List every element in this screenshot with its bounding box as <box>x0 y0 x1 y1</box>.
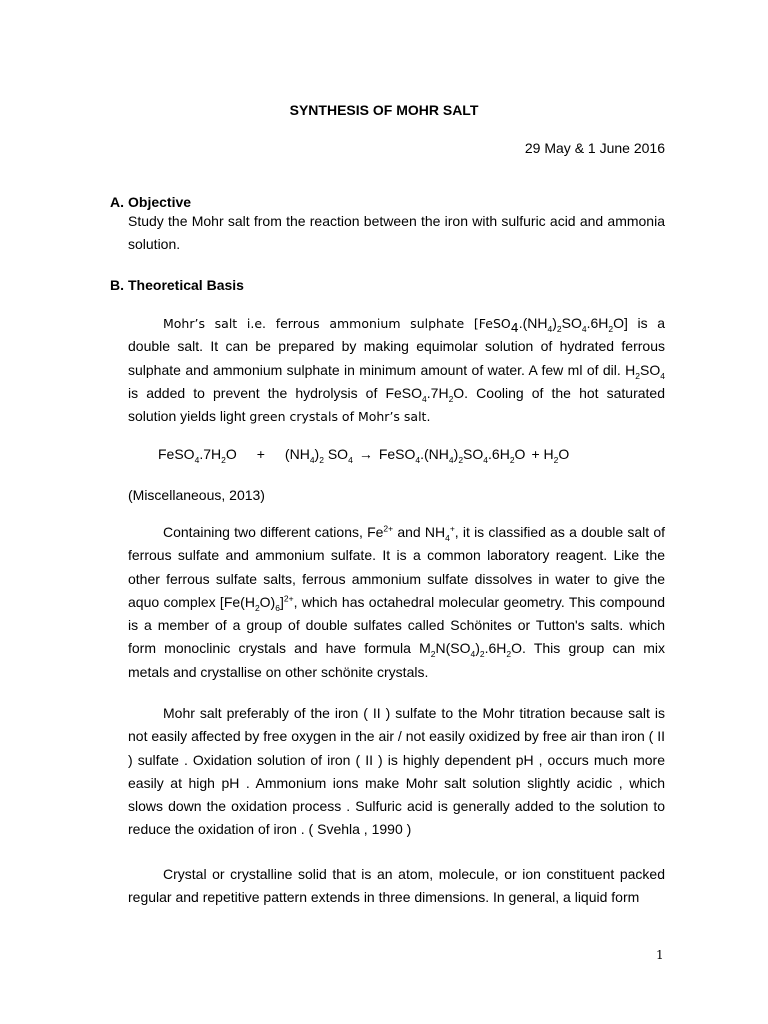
p1-part5: green crystals of Mohr’s salt. <box>249 409 431 425</box>
section-a-title: Objective <box>128 194 192 210</box>
p2-part4: , which has octahedral molecular geometry. This compound is a member of a group of double sulfates called Schönites or Tutton's salts. which form monoclinic crystals and have formula M <box>128 593 665 657</box>
p1-part3: is added to prevent the hydrolysis of FeSO <box>128 384 423 401</box>
p1-part4: O. Cooling of the hot saturated solution yields light <box>128 384 665 425</box>
theory-paragraph-1: Mohr’s salt i.e. ferrous ammonium sulphate $[FeSO_4.(NH_4)_2SO_4.6H_2O]$ is a double salt. It can be prepared by making equimolar solution of hydrated ferrous sulphate and ammonium sulphate in minimum amount of water. A few ml of dil. $H_2SO_4$ is added to prevent the hydrolysis of $FeSO_4.7H_2O$. Cooling of the hot saturated solution yields light green crystals of Mohr’s salt. <box>128 315 665 425</box>
theory-paragraph-4: Crystal or crystalline solid that is an atom, molecule, or ion constituent packed regular and repetitive pattern extends in three dimensions. In general, a liquid form <box>128 866 665 906</box>
theory-paragraph-3: Mohr salt preferably of the iron ( II ) sulfate to the Mohr titration because salt is not easily affected by free oxygen in the air / not easily oxidized by free air than iron ( II ) sulfate . Oxidation solution of iron ( II ) is highly dependent pH , occurs much more easily at high pH . Ammonium ions make Mohr salt solution slightly acidic , which slows down the oxidation process . Sulfuric acid is generally added to the solution to reduce the oxidation of iron . ( Svehla , 1990 ) <box>128 705 665 838</box>
p2-part5: O. This group can mix metals and crystallise on other schönite crystals. <box>128 640 665 680</box>
eq-plus-2: + H <box>531 446 554 462</box>
section-b-heading <box>110 277 244 293</box>
theory-paragraph-2: Containing two different cations, $Fe^{2+}$ and $NH_4^+$, it is classified as a double salt of ferrous sulfate and ammonium sulfate. It is a common laboratory reagent. Like the other ferrous sulfate salts, ferrous ammonium sulfate dissolves in water to give the aquo complex $[Fe(H_2O)_6]^{2+}$, which has octahedral molecular geometry. This compound is a member of a group of double sulfates called Schönites or Tutton's salts. which form monoclinic crystals and have formula $M_2N(SO_4)_2.6H_2O$. This group can mix metals and crystallise on other schönite crystals. <box>128 523 665 680</box>
eq-lhs1: FeSO <box>158 446 195 462</box>
page-number: 1 <box>656 948 664 962</box>
eq-plus: + <box>256 446 265 462</box>
eq-arrow: → <box>358 446 373 462</box>
section-a-letter: A. <box>110 194 124 210</box>
section-b-title: Theoretical Basis <box>128 277 244 293</box>
p2-part3: , it is classified as a double salt of ferrous sulfate and ammonium sulfate. It is a common laboratory reagent. Like the other ferrous sulfate salts, ferrous ammonium sulfate dissolves in water to give the aquo complex [Fe(H <box>128 524 665 610</box>
p2-part1: Containing two different cations, Fe <box>163 524 384 540</box>
p2-part2: and NH <box>393 524 446 540</box>
p1-part2: is a double salt. It can be prepared by making equimolar solution of hydrated ferrous sulphate and ammonium sulphate in minimum amount of water. A few ml of dil. H <box>128 315 665 378</box>
section-a-heading <box>110 194 191 210</box>
document-date: 29 May & 1 June 2016 <box>524 140 665 156</box>
reaction-equation: $FeSO_4.7H_2O + (NH_4)_2$ $SO_4$ → $FeSO_4.(NH_4)_2SO_4.6H_2O + H_2O$ <box>158 446 570 465</box>
section-b-letter: B. <box>110 277 124 293</box>
document-title: SYNTHESIS OF MOHR SALT <box>289 102 479 118</box>
p1-part1: Mohr’s salt i.e. ferrous ammonium sulphate [FeSO <box>163 316 511 331</box>
objective-text: Study the Mohr salt from the reaction between the iron with sulfuric acid and ammonia solution. <box>128 213 665 253</box>
citation: (Miscellaneous, 2013) <box>128 487 265 503</box>
